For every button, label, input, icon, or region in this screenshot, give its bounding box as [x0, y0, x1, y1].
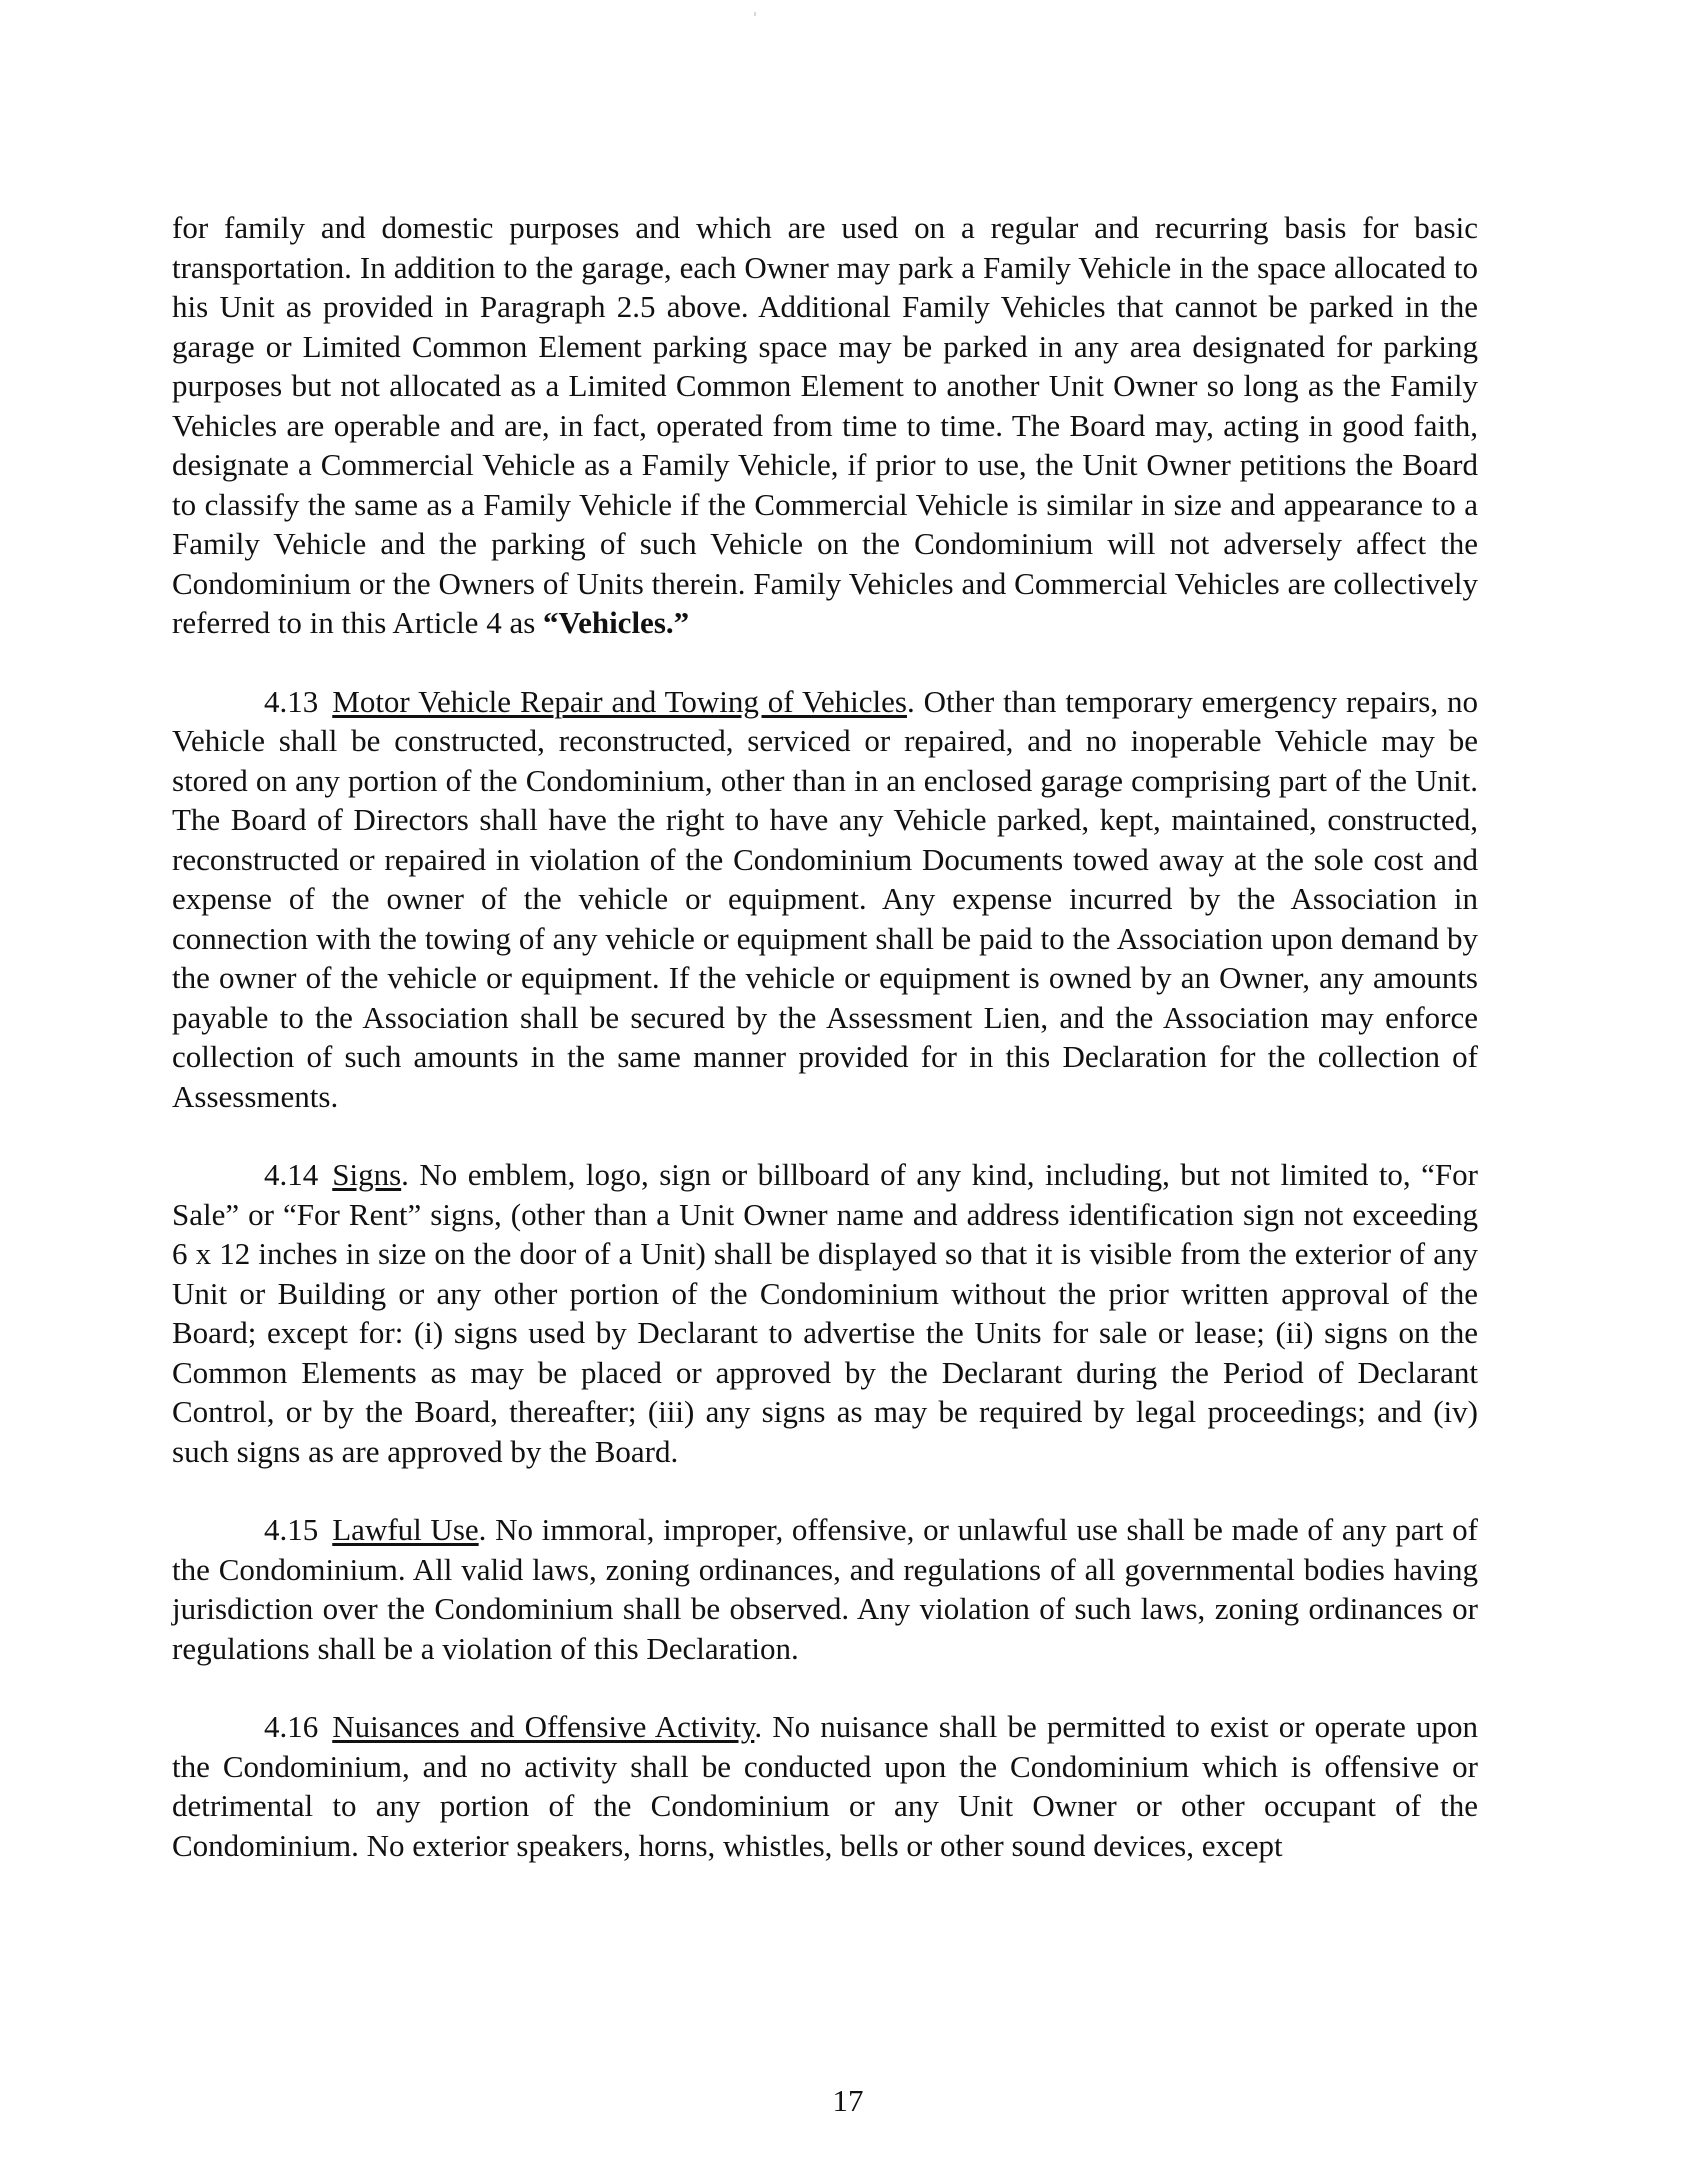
section-number: 4.13: [264, 683, 319, 719]
section-body: . Other than temporary emergency repairs, no Vehicle shall be constructed, reconstructed, serviced or repaired, and no inoperable Vehicle may be stored on any portion of the Condominium, other than in an enclosed garage comprising part of the Unit. The Board of Directors shall have the right to have any Vehicle parked, kept, maintained, constructed, reconstructed or repaired in violation of the Condominium Documents towed away at the sole cost and expense of the owner of the vehicle or equipment. Any expense incurred by the Association in connection with the towing of any vehicle or equipment shall be paid to the Association upon demand by the owner of the vehicle or equipment. If the vehicle or equipment is owned by an Owner, any amounts payable to the Association shall be secured by the Assessment Lien, and the Association may enforce collection of such amounts in the same manner provided for in this Declaration for the collection of Assessments.: [172, 683, 1478, 1114]
section-heading: Lawful Use: [332, 1512, 479, 1547]
section-heading: Motor Vehicle Repair and Towing of Vehicles: [332, 683, 907, 719]
section-number: 4.16: [264, 1709, 319, 1744]
section-4-15: [172, 1510, 1478, 1668]
section-body: . No emblem, logo, sign or billboard of any kind, including, but not limited to, “For Sale” or “For Rent” signs, (other than a Unit Owner name and address identification sign not exceeding 6 x 12 inches in size on the door of a Unit) shall be displayed so that it is visible from the exterior of any Unit or Building or any other portion of the Condominium without the prior written approval of the Board; except for: (i) signs used by Declarant to advertise the Units for sale or lease; (ii) signs on the Common Elements as may be placed or approved by the Declarant during the Period of Declarant Control, or by the Board, thereafter; (iii) any signs as may be required by legal proceedings; and (iv) such signs as are approved by the Board.: [172, 1157, 1478, 1469]
section-number: 4.15: [264, 1512, 319, 1547]
vehicles-defined-term: “Vehicles.”: [543, 605, 690, 640]
section-4-16: [172, 1707, 1478, 1865]
section-heading: Signs: [332, 1157, 402, 1192]
section-4-14: [172, 1155, 1478, 1471]
section-number: 4.14: [264, 1157, 319, 1192]
intro-paragraph: [172, 208, 1478, 643]
section-body: . No immoral, improper, offensive, or unlawful use shall be made of any part of the Condominium. All valid laws, zoning ordinances, and regulations of all governmental bodies having jurisdiction over the Condominium shall be observed. Any violation of such laws, zoning ordinances or regulations shall be a violation of this Declaration.: [172, 1512, 1478, 1666]
document-body: [172, 208, 1478, 1904]
section-body: . No nuisance shall be permitted to exist or operate upon the Condominium, and no activity shall be conducted upon the Condominium which is offensive or detrimental to any portion of the Condominium or any Unit Owner or other occupant of the Condominium. No exterior speakers, horns, whistles, bells or other sound devices, except: [172, 1709, 1478, 1863]
section-4-13: [172, 682, 1478, 1117]
page-number: 17: [832, 2083, 864, 2118]
section-heading: Nuisances and Offensive Activity: [332, 1709, 755, 1744]
scan-speck: [754, 12, 756, 16]
intro-paragraph-text: for family and domestic purposes and which are used on a regular and recurring basis for basic transportation. In addition to the garage, each Owner may park a Family Vehicle in the space allocated to his Unit as provided in Paragraph 2.5 above. Additional Family Vehicles that cannot be parked in the garage or Limited Common Element parking space may be parked in any area designated for parking purposes but not allocated as a Limited Common Element to another Unit Owner so long as the Family Vehicles are operable and are, in fact, operated from time to time. The Board may, acting in good faith, designate a Commercial Vehicle as a Family Vehicle, if prior to use, the Unit Owner petitions the Board to classify the same as a Family Vehicle if the Commercial Vehicle is similar in size and appearance to a Family Vehicle and the parking of such Vehicle on the Condominium will not adversely affect the Condominium or the Owners of Units therein. Family Vehicles and Commercial Vehicles are collectively referred to in this Article 4 as: [172, 210, 1478, 640]
